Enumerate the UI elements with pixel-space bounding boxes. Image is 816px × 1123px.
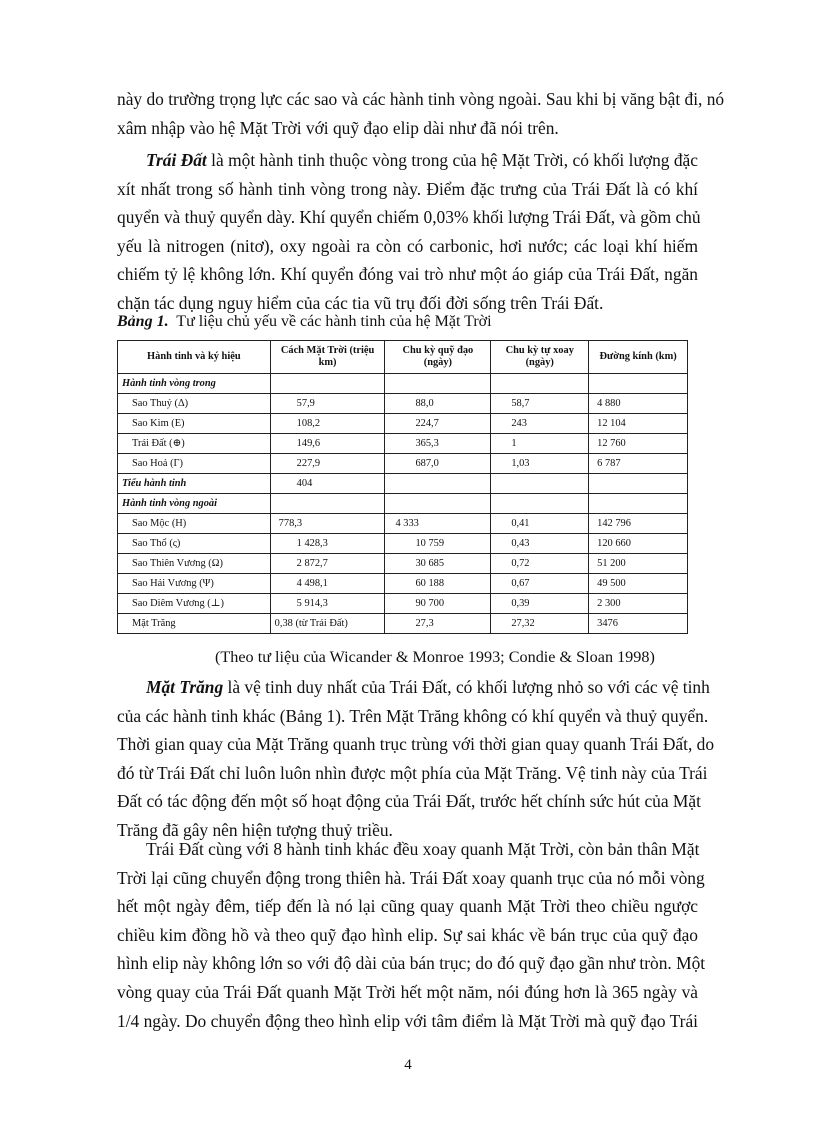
cell: 10 759 <box>385 534 491 554</box>
table-row <box>118 434 688 454</box>
cell: 0,43 <box>491 534 589 554</box>
cell: 49 500 <box>589 574 688 594</box>
table-header-row <box>118 341 688 374</box>
cell: 12 104 <box>589 414 688 434</box>
text-line: chặn tác dụng nguy hiểm của các tia vũ trụ đối đời sống trên Trái Đất. <box>117 292 604 313</box>
cell: 0,39 <box>491 594 589 614</box>
table-row <box>118 494 688 514</box>
cell <box>385 474 491 494</box>
column-header: Đường kính (km) <box>589 341 688 374</box>
text-line: đó từ Trái Đất chỉ luôn luôn nhìn được một phía của Mặt Trăng. Vệ tinh này của Trái <box>117 762 708 783</box>
table-row <box>118 474 688 494</box>
cell <box>589 474 688 494</box>
text-line: yếu là nitrogen (nitơ), oxy ngoài ra còn có carbonic, hơi nước; các loại khí hiếm <box>117 235 698 256</box>
cell: 2 300 <box>589 594 688 614</box>
cell: 1 <box>491 434 589 454</box>
table-row <box>118 454 688 474</box>
cell: 778,3 <box>270 514 385 534</box>
cell: 30 685 <box>385 554 491 574</box>
table-row <box>118 614 688 634</box>
cell: 0,72 <box>491 554 589 574</box>
table-row <box>118 554 688 574</box>
cell: 1 428,3 <box>270 534 385 554</box>
paragraph-intro <box>117 85 725 142</box>
table-caption-text: Tư liệu chủ yếu về các hành tinh của hệ Mặt Trời <box>176 313 492 330</box>
cell: 0,67 <box>491 574 589 594</box>
table-row <box>118 514 688 534</box>
cell: 5 914,3 <box>270 594 385 614</box>
planet-name: Trái Đất (⊕) <box>118 434 271 454</box>
text-line: quyển và thuỷ quyển dày. Khí quyển chiếm 0,03% khối lượng Trái Đất, và gồm chủ <box>117 207 701 228</box>
cell: 3476 <box>589 614 688 634</box>
text-line: Trái Đất cùng với 8 hành tinh khác đều xoay quanh Mặt Trời, còn bản thân Mặt <box>146 839 700 859</box>
text-line: chiều kim đồng hồ và theo quỹ đạo hình elip. Sự sai khác về bán trục của quỹ đạo <box>117 924 698 945</box>
text-line: xâm nhập vào hệ Mặt Trời với quỹ đạo elip dài như đã nói trên. <box>117 117 559 138</box>
term-moon: Mặt Trăng <box>146 677 224 697</box>
column-header: Chu kỳ quỹ đạo (ngày) <box>385 341 491 374</box>
column-header: Hành tinh và ký hiệu <box>118 341 271 374</box>
page-number: 4 <box>404 1057 412 1073</box>
section-label: Hành tinh vòng ngoài <box>118 494 271 514</box>
cell: 142 796 <box>589 514 688 534</box>
cell: 404 <box>270 474 385 494</box>
table-source: (Theo tư liệu của Wicander & Monroe 1993; Condie & Sloan 1998) <box>215 648 655 666</box>
cell <box>491 474 589 494</box>
cell: 51 200 <box>589 554 688 574</box>
section-label: Tiểu hành tinh <box>118 474 271 494</box>
cell: 687,0 <box>385 454 491 474</box>
planet-name: Sao Thuỷ (Δ) <box>118 394 271 414</box>
cell: 120 660 <box>589 534 688 554</box>
cell: 243 <box>491 414 589 434</box>
text-line: xít nhất trong số hành tinh vòng trong này. Điểm đặc trưng của Trái Đất là có khí <box>117 178 698 199</box>
cell: 224,7 <box>385 414 491 434</box>
planet-name: Mặt Trăng <box>118 614 271 634</box>
text-line: Trời lại cũng chuyển động trong thiên hà. Trái Đất xoay quanh trục của nó mỗi vòng <box>117 867 705 888</box>
section-label: Hành tinh vòng trong <box>118 374 271 394</box>
table-row <box>118 414 688 434</box>
table-row <box>118 374 688 394</box>
planet-name: Sao Kim (E) <box>118 414 271 434</box>
cell: 108,2 <box>270 414 385 434</box>
text-line: chiếm tỷ lệ không lớn. Khí quyển đóng vai trò như một áo giáp của Trái Đất, ngăn <box>117 264 698 285</box>
planet-name: Sao Thiên Vương (Ω) <box>118 554 271 574</box>
paragraph-earth <box>117 146 701 318</box>
planet-name: Sao Thổ (ς) <box>118 534 271 554</box>
cell: 12 760 <box>589 434 688 454</box>
planet-name: Sao Hoả (Γ) <box>118 454 271 474</box>
text-line: Đất có tác động đến một số hoạt động của Trái Đất, trước hết chính sức hút của Mặt <box>117 791 701 812</box>
cell: 0,41 <box>491 514 589 534</box>
text-line: Trăng đã gây nên hiện tượng thuỷ triều. <box>117 819 393 840</box>
cell: 1,03 <box>491 454 589 474</box>
paragraph-orbit <box>117 835 706 1035</box>
cell: 2 872,7 <box>270 554 385 574</box>
cell: 58,7 <box>491 394 589 414</box>
cell: 4 498,1 <box>270 574 385 594</box>
term-earth: Trái Đất <box>146 150 207 170</box>
cell: 227,9 <box>270 454 385 474</box>
cell: 57,9 <box>270 394 385 414</box>
table-row <box>118 594 688 614</box>
text-line: Mặt Trăng là vệ tinh duy nhất của Trái Đất, có khối lượng nhỏ so với các vệ tinh <box>146 677 710 697</box>
cell: 4 880 <box>589 394 688 414</box>
cell: 27,3 <box>385 614 491 634</box>
planet-name: Sao Hải Vương (Ψ) <box>118 574 271 594</box>
column-header: Chu kỳ tự xoay (ngày) <box>491 341 589 374</box>
text-line: hết một ngày đêm, tiếp đến là nó lại cũng quay quanh Mặt Trời theo chiều ngược <box>117 896 698 917</box>
table-row <box>118 394 688 414</box>
planet-name: Sao Diêm Vương (⊥) <box>118 594 271 614</box>
cell: 88,0 <box>385 394 491 414</box>
table-row <box>118 534 688 554</box>
text-line: Trái Đất là một hành tinh thuộc vòng trong của hệ Mặt Trời, có khối lượng đặc <box>146 150 698 170</box>
cell: 149,6 <box>270 434 385 454</box>
text-line: 1/4 ngày. Do chuyển động theo hình elip với tâm điểm là Mặt Trời mà quỹ đạo Trái <box>117 1010 698 1031</box>
planet-data-table <box>117 340 688 634</box>
text-line: của các hành tinh khác (Bảng 1). Trên Mặt Trăng không có khí quyển và thuỷ quyển. <box>117 705 709 726</box>
planet-name: Sao Mộc (H) <box>118 514 271 534</box>
cell: 27,32 <box>491 614 589 634</box>
table-caption <box>117 313 492 331</box>
column-header: Cách Mặt Trời (triệu km) <box>270 341 385 374</box>
cell: 6 787 <box>589 454 688 474</box>
text-line: vòng quay của Trái Đất quanh Mặt Trời hết một năm, nói đúng hơn là 365 ngày và <box>117 981 698 1002</box>
cell: 90 700 <box>385 594 491 614</box>
table-row <box>118 574 688 594</box>
text-line: Thời gian quay của Mặt Trăng quanh trục trùng với thời gian quay quanh Trái Đất, do <box>117 734 715 755</box>
cell: 0,38 (từ Trái Đất) <box>270 614 385 634</box>
cell: 60 188 <box>385 574 491 594</box>
cell: 365,3 <box>385 434 491 454</box>
text-line: hình elip này không lớn so với độ dài của bán trục; do đó quỹ đạo gần như tròn. Một <box>117 953 706 974</box>
paragraph-moon <box>117 673 715 845</box>
text-line: này do trường trọng lực các sao và các hành tinh vòng ngoài. Sau khi bị văng bật đi, nó <box>117 89 725 109</box>
table-label: Bảng 1. <box>117 313 169 330</box>
cell: 4 333 <box>385 514 491 534</box>
